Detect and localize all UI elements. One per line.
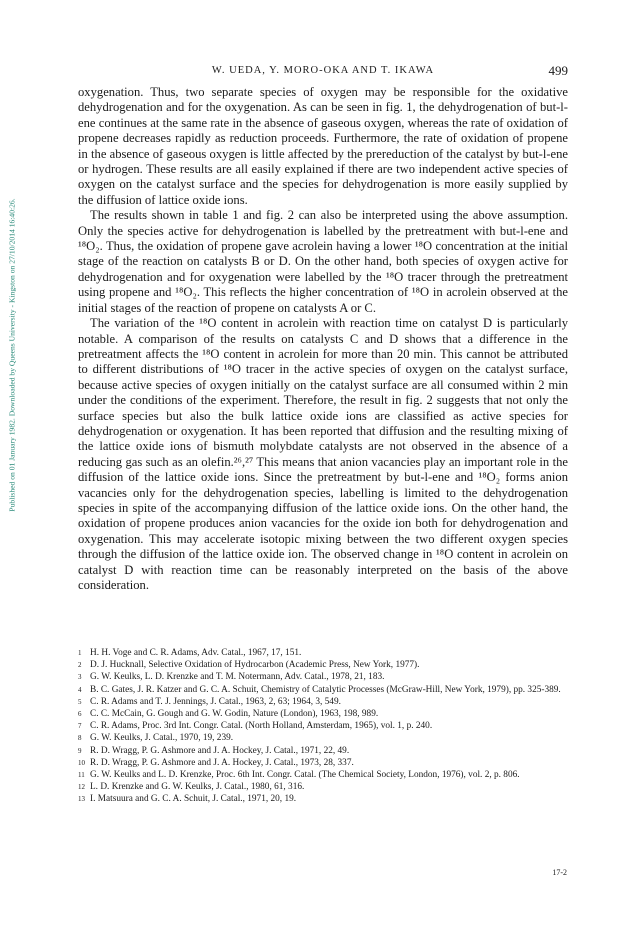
reference-text: C. R. Adams, Proc. 3rd Int. Congr. Catal. (North Holland, Amsterdam, 1965), vol. 1, p. 240. xyxy=(90,721,433,732)
reference-text: G. W. Keulks, J. Catal., 1970, 19, 239. xyxy=(90,733,234,744)
paragraph: oxygenation. Thus, two separate species of oxygen may be responsible for the oxidative dehydrogenation and for the oxygenation. As can be seen in fig. 1, the dehydrogenation of but-l-ene continues at the same rate in the absence of gaseous oxygen, whereas the rate of oxidation of propene decreases rapidly as reduction proceeds. Furthermore, the rate of oxidation of propene in the absence of gaseous oxygen is little affected by the prereduction of the catalyst by but-l-ene or hydrogen. These results are all easily explained if there are two independent active species of oxygen on the catalyst surface and the species for dehydrogenation is more easily supplied by the diffusion of lattice oxide ions. xyxy=(78,85,568,207)
paragraph: The results shown in table 1 and fig. 2 can also be interpreted using the above assumption. Only the species active for dehydrogenation is labelled by the pretreatment with but-l-ene and ¹⁸O₂. Thus, the oxidation of propene gave acrolein having a lower ¹⁸O concentration at the initial stage of the reaction on catalysts B or D. On the other hand, both species of oxygen active for dehydrogenation and for oxygenation were labelled by the ¹⁸O tracer through the pretreatment using propene and ¹⁸O₂. This reflects the higher concentration of ¹⁸O in acrolein observed at the initial stages of the reaction of propene on catalysts A or C. xyxy=(78,208,568,315)
reference-item xyxy=(78,659,568,671)
reference-text: G. W. Keulks and L. D. Krenzke, Proc. 6th Int. Congr. Catal. (The Chemical Society, London, 1976), vol. 2, p. 806. xyxy=(90,770,520,781)
reference-item xyxy=(78,708,568,720)
reference-text: H. H. Voge and C. R. Adams, Adv. Catal., 1967, 17, 151. xyxy=(90,648,302,658)
reference-item xyxy=(78,757,568,769)
reference-item xyxy=(78,769,568,781)
reference-item xyxy=(78,671,568,683)
reference-number: 4 xyxy=(78,685,82,694)
reference-text: B. C. Gates, J. R. Katzer and G. C. A. Schuit, Chemistry of Catalytic Processes (McGraw-Hill, New York, 1979), pp. 325-389. xyxy=(90,684,561,695)
reference-number: 8 xyxy=(78,734,82,743)
download-margin-note xyxy=(5,120,19,590)
reference-text: R. D. Wragg, P. G. Ashmore and J. A. Hockey, J. Catal., 1973, 28, 337. xyxy=(90,757,354,768)
reference-number: 10 xyxy=(78,758,85,767)
margin-note-text: Published on 01 January 1982. Downloaded by Queens University - Kingston on 27/10/2014 16:40:26. xyxy=(7,198,17,512)
body-text xyxy=(78,85,568,593)
reference-item xyxy=(78,793,568,805)
reference-text: D. J. Hucknall, Selective Oxidation of Hydrocarbon (Academic Press, New York, 1977). xyxy=(90,660,420,671)
page-header xyxy=(78,63,568,79)
reference-number: 2 xyxy=(78,661,82,670)
reference-number: 13 xyxy=(78,795,85,804)
page-number: 499 xyxy=(548,63,568,78)
reference-text: C. R. Adams and T. J. Jennings, J. Catal., 1963, 2, 63; 1964, 3, 549. xyxy=(90,696,341,707)
reference-number: 5 xyxy=(78,697,82,706)
reference-number: 3 xyxy=(78,673,82,682)
reference-number: 9 xyxy=(78,746,82,755)
reference-item xyxy=(78,732,568,744)
running-head: W. UEDA, Y. MORO-OKA AND T. IKAWA xyxy=(211,65,435,76)
reference-text: R. D. Wragg, P. G. Ashmore and J. A. Hockey, J. Catal., 1971, 22, 49. xyxy=(90,745,350,756)
reference-item xyxy=(78,720,568,732)
reference-number: 7 xyxy=(78,722,82,731)
reference-text: L. D. Krenzke and G. W. Keulks, J. Catal., 1980, 61, 316. xyxy=(90,782,305,793)
reference-number: 6 xyxy=(78,710,82,719)
reference-item xyxy=(78,781,568,793)
reference-item xyxy=(78,684,568,696)
reference-item xyxy=(78,696,568,708)
reference-text: C. C. McCain, G. Gough and G. W. Godin, Nature (London), 1963, 198, 989. xyxy=(90,709,379,720)
reference-text: I. Matsuura and G. C. A. Schuit, J. Catal., 1971, 20, 19. xyxy=(90,794,297,805)
reference-item xyxy=(78,647,568,659)
reference-list xyxy=(78,647,568,806)
reference-number: 12 xyxy=(78,783,85,792)
reference-text: G. W. Keulks, L. D. Krenzke and T. M. Notermann, Adv. Catal., 1978, 21, 183. xyxy=(90,672,385,683)
page-footer-code: 17-2 xyxy=(552,868,567,877)
reference-item xyxy=(78,745,568,757)
paragraph: The variation of the ¹⁸O content in acrolein with reaction time on catalyst D is particularly notable. A comparison of the results on catalysts C and D shows that a difference in the pretreatment affects the ¹⁸O content in acrolein for more than 20 min. This cannot be attributed to different distributions of ¹⁸O tracer in the active species of oxygen on the catalyst surface, because active species of oxygen initially on the catalyst surface are all consumed within 2 min under the conditions of the experiment. Therefore, the result in fig. 2 suggests that not only the surface species but also the bulk lattice oxide ions are classified as active species for dehydrogenation or oxygenation. It has been reported that diffusion and the resulting mixing of the lattice oxide ions of bismuth molybdate catalysts are not observed in the absence of a reducing gas such as an olefin.²⁶,²⁷ This means that anion vacancies play an important role in the diffusion of the lattice oxide ions. Since the pretreatment by but-l-ene and ¹⁸O₂ forms anion vacancies only for the dehydrogenation species, labelling is limited to the dehydrogenation species in spite of the accompanying diffusion of the lattice oxide ions. On the other hand, the oxidation of propene produces anion vacancies for the oxide ion both for dehydrogenation and oxygenation. This may accelerate isotopic mixing between the two different oxygen species through the diffusion of the lattice oxide ion. The observed change in ¹⁸O content in acrolein on catalyst D with reaction time can be reasonably interpreted on the basis of the above consideration. xyxy=(78,316,568,592)
reference-number: 11 xyxy=(78,771,85,780)
reference-number: 1 xyxy=(78,649,82,657)
